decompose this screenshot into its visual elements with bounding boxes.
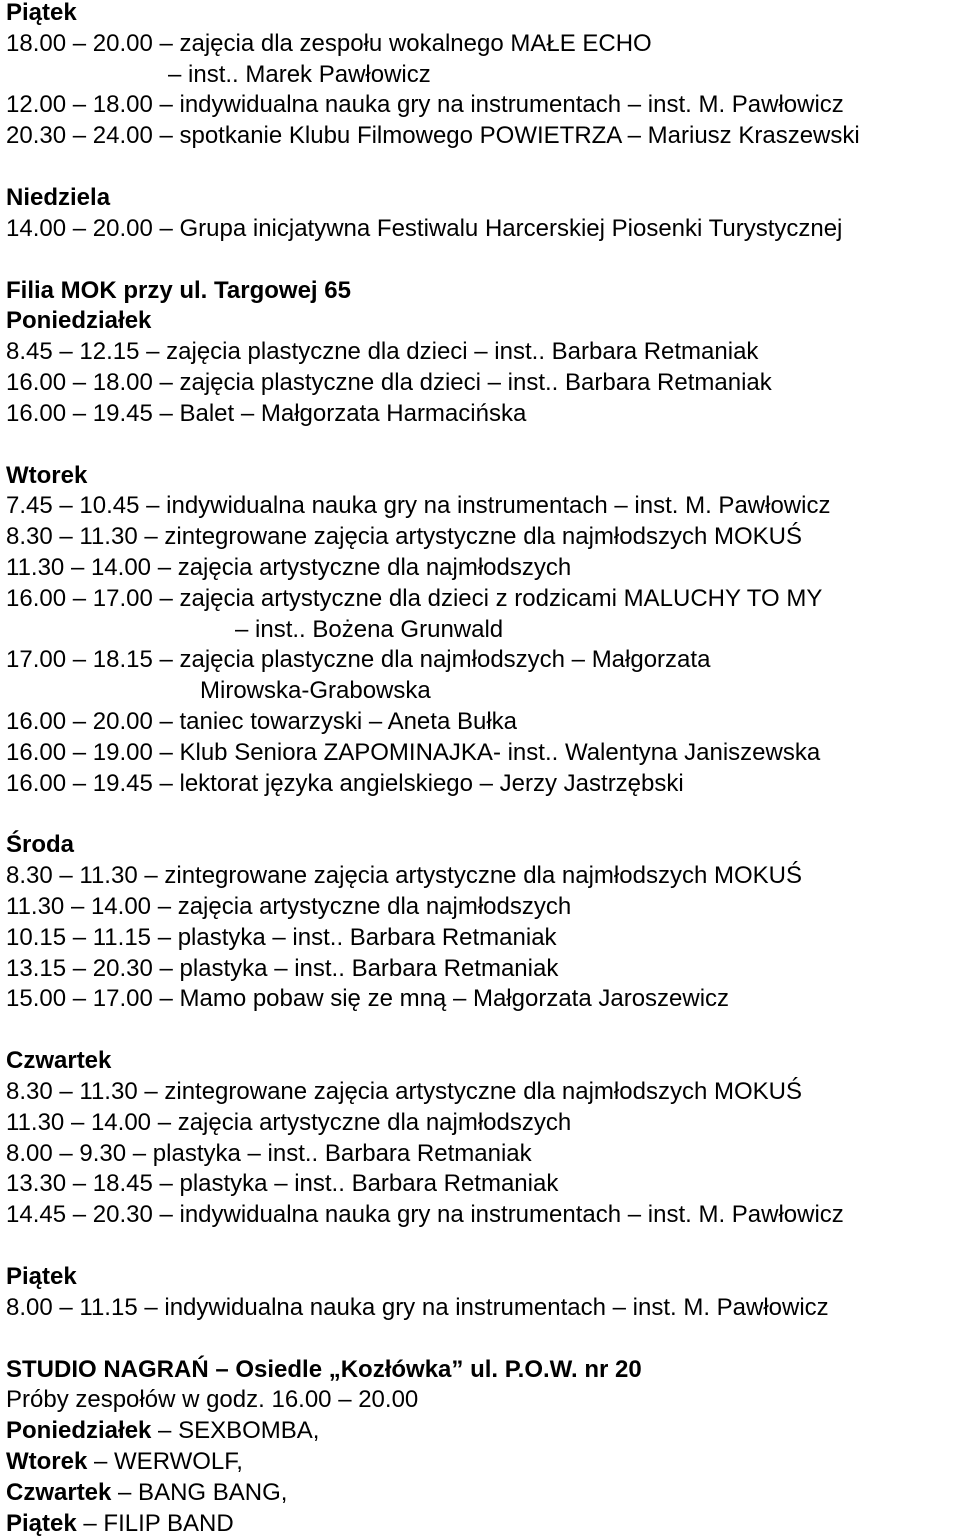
- schedule-line: 20.30 – 24.00 – spotkanie Klubu Filmowego POWIETRZA – Mariusz Kraszewski: [6, 122, 860, 149]
- schedule-line: 16.00 – 19.00 – Klub Seniora ZAPOMINAJKA- inst.. Walentyna Janiszewska: [6, 739, 821, 766]
- schedule-line: 16.00 – 19.45 – lektorat języka angielskiego – Jerzy Jastrzębski: [6, 770, 684, 797]
- studio-day-entry: [6, 1508, 234, 1539]
- schedule-line: 16.00 – 18.00 – zajęcia plastyczne dla dzieci – inst.. Barbara Retmaniak: [6, 369, 772, 396]
- schedule-line: 13.30 – 18.45 – plastyka – inst.. Barbara Retmaniak: [6, 1170, 559, 1197]
- day-label: Piątek: [6, 1510, 77, 1537]
- band-name: – BANG BANG,: [111, 1479, 288, 1506]
- section-heading: STUDIO NAGRAŃ – Osiedle „Kozłówka” ul. P.O.W. nr 20: [6, 1356, 642, 1383]
- schedule-line: 12.00 – 18.00 – indywidualna nauka gry na instrumentach – inst. M. Pawłowicz: [6, 91, 844, 118]
- schedule-line: 8.45 – 12.15 – zajęcia plastyczne dla dzieci – inst.. Barbara Retmaniak: [6, 338, 759, 365]
- schedule-line: 8.00 – 9.30 – plastyka – inst.. Barbara Retmaniak: [6, 1140, 532, 1167]
- schedule-line: 16.00 – 19.45 – Balet – Małgorzata Harmacińska: [6, 400, 527, 427]
- schedule-line: 16.00 – 17.00 – zajęcia artystyczne dla dzieci z rodzicami MALUCHY TO MY: [6, 585, 823, 612]
- schedule-line: – inst.. Marek Pawłowicz: [168, 61, 431, 88]
- day-label: Poniedziałek: [6, 1417, 152, 1444]
- studio-day-entry: [6, 1446, 243, 1477]
- section-heading: Środa: [6, 831, 75, 858]
- schedule-line: 16.00 – 20.00 – taniec towarzyski – Aneta Bułka: [6, 708, 517, 735]
- schedule-line: – inst.. Bożena Grunwald: [235, 616, 504, 643]
- schedule-line: 7.45 – 10.45 – indywidualna nauka gry na instrumentach – inst. M. Pawłowicz: [6, 492, 831, 519]
- schedule-line: 14.00 – 20.00 – Grupa inicjatywna Festiwalu Harcerskiej Piosenki Turystycznej: [6, 215, 843, 242]
- day-label: Czwartek: [6, 1479, 112, 1506]
- section-heading: Niedziela: [6, 184, 111, 211]
- band-name: – FILIP BAND: [76, 1510, 234, 1537]
- section-heading: Wtorek: [6, 462, 88, 489]
- schedule-line: 8.30 – 11.30 – zintegrowane zajęcia artystyczne dla najmłodszych MOKUŚ: [6, 523, 802, 550]
- studio-day-entry: [6, 1477, 287, 1508]
- section-heading: Filia MOK przy ul. Targowej 65: [6, 277, 351, 304]
- schedule-line: 8.30 – 11.30 – zintegrowane zajęcia artystyczne dla najmłodszych MOKUŚ: [6, 1078, 802, 1105]
- schedule-line: 14.45 – 20.30 – indywidualna nauka gry na instrumentach – inst. M. Pawłowicz: [6, 1201, 844, 1228]
- band-name: – WERWOLF,: [87, 1448, 243, 1475]
- section-heading: Poniedziałek: [6, 307, 152, 334]
- schedule-line: 11.30 – 14.00 – zajęcia artystyczne dla najmłodszych: [6, 893, 572, 920]
- schedule-line: 8.30 – 11.30 – zintegrowane zajęcia artystyczne dla najmłodszych MOKUŚ: [6, 862, 802, 889]
- section-heading: Piątek: [6, 1263, 77, 1290]
- schedule-line: 10.15 – 11.15 – plastyka – inst.. Barbara Retmaniak: [6, 924, 557, 951]
- schedule-line: Mirowska-Grabowska: [200, 677, 431, 704]
- schedule-line: 8.00 – 11.15 – indywidualna nauka gry na instrumentach – inst. M. Pawłowicz: [6, 1294, 829, 1321]
- schedule-line: 15.00 – 17.00 – Mamo pobaw się ze mną – Małgorzata Jaroszewicz: [6, 985, 730, 1012]
- schedule-line: Próby zespołów w godz. 16.00 – 20.00: [6, 1386, 419, 1413]
- studio-day-entry: [6, 1415, 319, 1446]
- day-label: Wtorek: [6, 1448, 88, 1475]
- schedule-line: 13.15 – 20.30 – plastyka – inst.. Barbara Retmaniak: [6, 955, 559, 982]
- schedule-line: 18.00 – 20.00 – zajęcia dla zespołu wokalnego MAŁE ECHO: [6, 30, 652, 57]
- schedule-line: 11.30 – 14.00 – zajęcia artystyczne dla najmłodszych: [6, 554, 572, 581]
- schedule-line: 17.00 – 18.15 – zajęcia plastyczne dla najmłodszych – Małgorzata: [6, 646, 711, 673]
- schedule-line: 11.30 – 14.00 – zajęcia artystyczne dla najmłodszych: [6, 1109, 572, 1136]
- band-name: – SEXBOMBA,: [151, 1417, 320, 1444]
- section-heading: Czwartek: [6, 1047, 112, 1074]
- section-heading: Piątek: [6, 0, 77, 26]
